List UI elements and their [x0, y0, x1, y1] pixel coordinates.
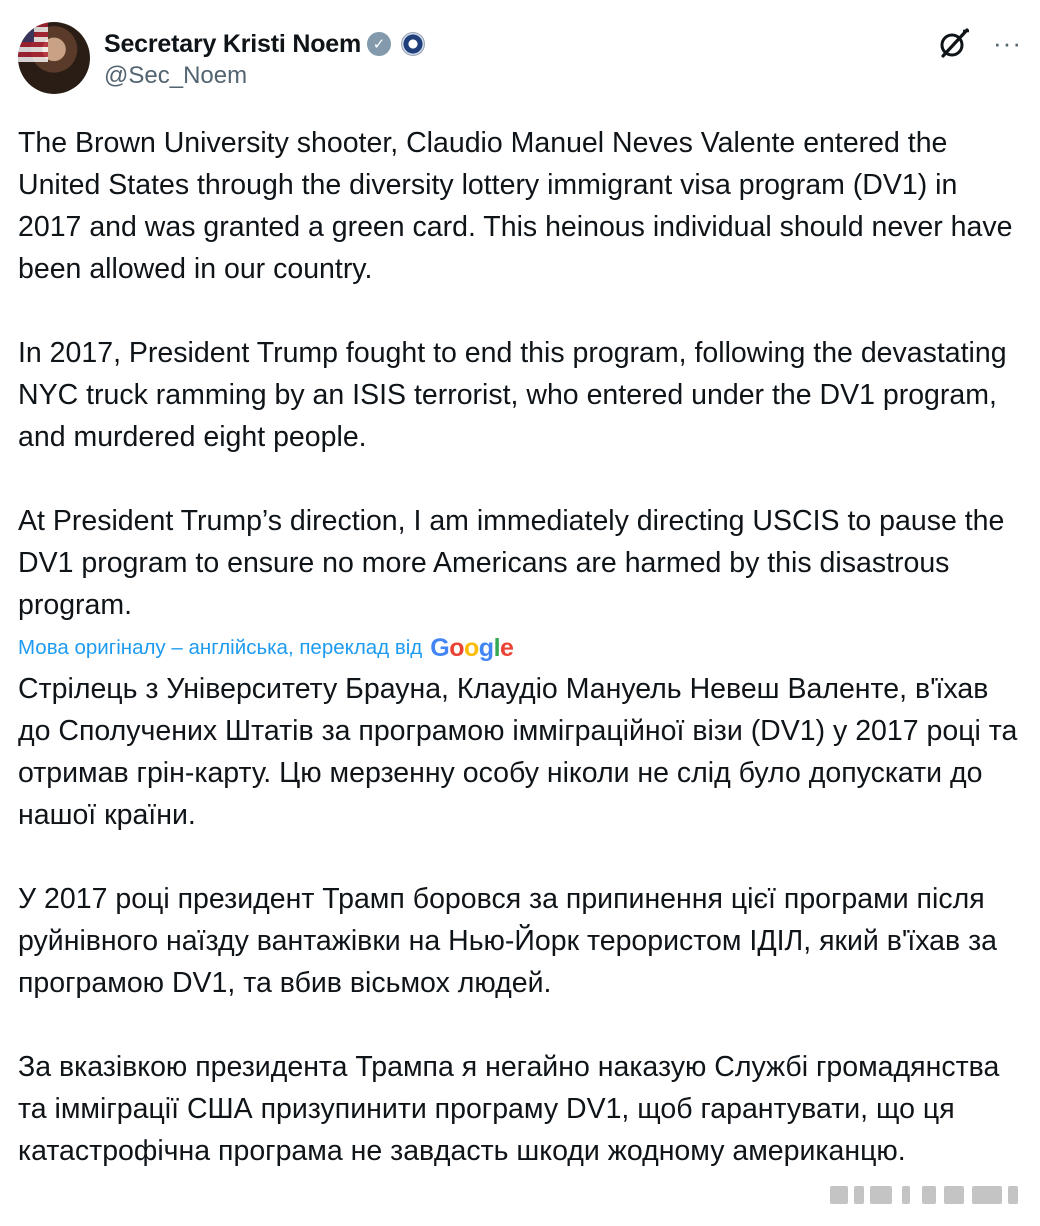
- handle[interactable]: @Sec_Noem: [104, 62, 248, 89]
- translated-paragraph-2: У 2017 році президент Трамп боровся за припинення цієї програми після руйнівного наїзду вантажівки на Нью-Йорк терористом ІДІЛ, який в'їхав за програмою DV1, та вбив вісьмох людей.: [18, 883, 997, 999]
- google-logo: Google: [430, 633, 514, 662]
- translation-note-text: Мова оригіналу – англійська, переклад від: [18, 636, 423, 659]
- name-row: [104, 28, 425, 60]
- original-paragraph-3: At President Trump’s direction, I am immediately directing USCIS to pause the DV1 program to ensure no more Americans are harmed by this disastrous program.: [18, 505, 1005, 621]
- verified-badge-icon: ✓: [367, 32, 391, 56]
- original-paragraph-1: The Brown University shooter, Claudio Manuel Neves Valente entered the United States through the diversity lottery immigrant visa program (DV1) in 2017 and was granted a green card. This heinous individual should never have been allowed in our country.: [18, 127, 1013, 285]
- dhs-seal-icon: [401, 32, 425, 56]
- translation-note[interactable]: [18, 628, 1018, 668]
- more-icon[interactable]: ···: [993, 28, 1022, 58]
- top-actions: [937, 26, 1022, 60]
- display-name[interactable]: Secretary Kristi Noem: [104, 29, 362, 58]
- tweet-body: [18, 122, 1018, 1172]
- translated-paragraph-1: Стрілець з Університету Брауна, Клаудіо Мануель Невеш Валенте, в'їхав до Сполучених Штатів за програмою імміграційної візи (DV1) у 2017 році та отримав грін-карту. Цю мерзенну особу ніколи не слід було допускати до нашої країни.: [18, 673, 1018, 831]
- grok-icon[interactable]: [937, 26, 971, 60]
- watermark: [830, 1186, 1020, 1204]
- flag-icon: [18, 22, 48, 62]
- tweet-header: [18, 22, 1022, 98]
- avatar[interactable]: [18, 22, 90, 94]
- translated-paragraph-3: За вказівкою президента Трампа я негайно наказую Службі громадянства та імміграції США призупинити програму DV1, щоб гарантувати, що ця катастрофічна програма не завдасть шкоди жодному американцю.: [18, 1051, 1000, 1167]
- original-paragraph-2: In 2017, President Trump fought to end this program, following the devastating NYC truck ramming by an ISIS terrorist, who entered under the DV1 program, and murdered eight people.: [18, 337, 1007, 453]
